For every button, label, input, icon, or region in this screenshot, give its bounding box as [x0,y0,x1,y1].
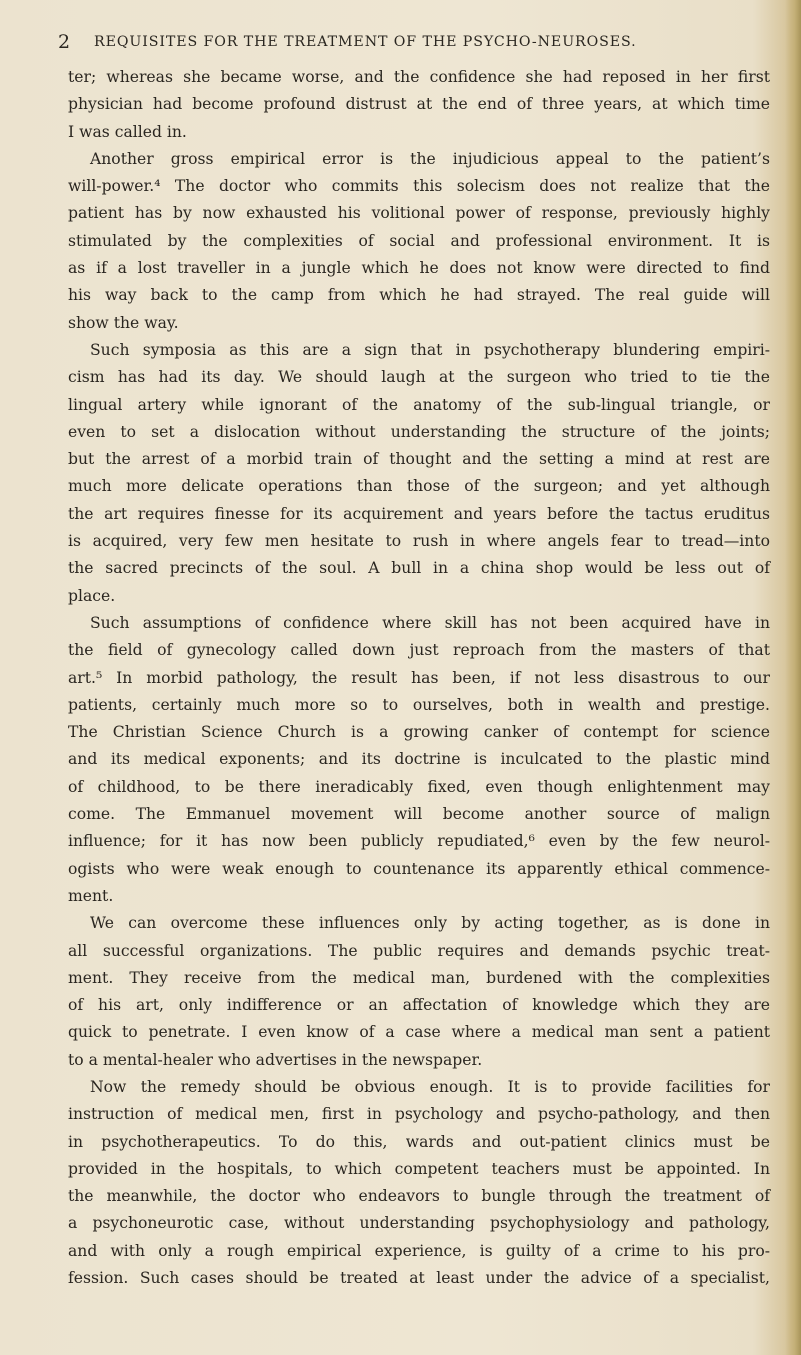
text-line: much more delicate operations than those of the surgeon; and yet although [68,477,770,496]
text-line: to a mental-healer who advertises in the newspaper. [68,1050,483,1069]
text-line: the art requires finesse for its acquirement and years before the tactus eruditus [68,504,770,523]
text-line: patients, certainly much more so to ourselves, both in wealth and prestige. [68,695,770,714]
text-line: place. [68,586,116,605]
text-line: We can overcome these influences only by acting together, as is done in [90,914,770,933]
text-line: show the way. [68,313,179,332]
text-line: cism has had its day. We should laugh at the surgeon who tried to tie the [68,368,770,387]
text-line: ogists who were weak enough to countenance its apparently ethical commence- [68,859,770,878]
text-line: all successful organizations. The public requires and demands psychic treat- [68,941,770,960]
text-line: instruction of medical men, first in psychology and psycho-pathology, and then [68,1105,770,1124]
text-line: and with only a rough empirical experience, is guilty of a crime to his pro- [68,1241,770,1260]
text-line: stimulated by the complexities of social and professional environment. It is [68,231,770,250]
text-line: I was called in. [68,122,187,141]
text-line: art.⁵ In morbid pathology, the result has been, if not less disastrous to our [68,668,770,687]
text-line: his way back to the camp from which he had strayed. The real guide will [68,286,770,305]
text-line: but the arrest of a morbid train of thought and the setting a mind at rest are [68,450,770,469]
text-line: is acquired, very few men hesitate to rush in where angels fear to tread—into [68,532,770,551]
text-line: The Christian Science Church is a growing canker of contempt for science [68,723,770,742]
text-line: patient has by now exhausted his volitional power of response, previously highly [68,204,770,223]
text-line: fession. Such cases should be treated at least under the advice of a specialist, [68,1269,770,1288]
text-line: quick to penetrate. I even know of a case where a medical man sent a patient [68,1023,770,1042]
text-line: of childhood, to be there ineradicably fixed, even though enlightenment may [68,777,770,796]
text-line: as if a lost traveller in a jungle which he does not know were directed to find [68,259,770,278]
text-line: come. The Emmanuel movement will become another source of malign [68,805,770,824]
text-line: a psychoneurotic case, without understanding psychophysiology and pathology, [68,1214,770,1233]
text-line: the sacred precincts of the soul. A bull in a china shop would be less out of [68,559,770,578]
text-line: of his art, only indifference or an affectation of knowledge which they are [68,996,770,1015]
text-line: ment. [68,886,114,905]
text-line: Another gross empirical error is the injudicious appeal to the patient’s [90,149,770,168]
text-line: Such symposia as this are a sign that in psychotherapy blundering empiri- [90,340,770,359]
text-line: provided in the hospitals, to which competent teachers must be appointed. In [68,1159,770,1178]
text-line: Now the remedy should be obvious enough. It is to provide facilities for [90,1077,770,1096]
text-line: ter; whereas she became worse, and the confidence she had reposed in her first [68,68,770,86]
running-head: REQUISITES FOR THE TREATMENT OF THE PSYCHO-NEUROSES. [94,34,637,50]
text-line: will-power.⁴ The doctor who commits this solecism does not realize that the [68,177,770,196]
page-number: 2 [58,31,71,53]
page-header [58,30,768,54]
text-line: Such assumptions of confidence where skill has not been acquired have in [90,613,770,632]
text-line: the field of gynecology called down just reproach from the masters of that [68,641,770,660]
text-line: the meanwhile, the doctor who endeavors to bungle through the treatment of [68,1187,770,1206]
text-line: physician had become profound distrust at the end of three years, at which time [68,95,770,114]
text-line: lingual artery while ignorant of the anatomy of the sub-lingual triangle, or [68,395,770,414]
text-line: influence; for it has now been publicly repudiated,⁶ even by the few neurol- [68,832,770,851]
text-line: ment. They receive from the medical man, burdened with the complexities [68,968,770,987]
body-text [68,64,770,1292]
text-line: in psychotherapeutics. To do this, wards and out-patient clinics must be [68,1132,770,1151]
text-line: even to set a dislocation without understanding the structure of the joints; [68,422,770,441]
page-edge [785,0,801,1355]
text-line: and its medical exponents; and its doctrine is inculcated to the plastic mind [68,750,770,769]
